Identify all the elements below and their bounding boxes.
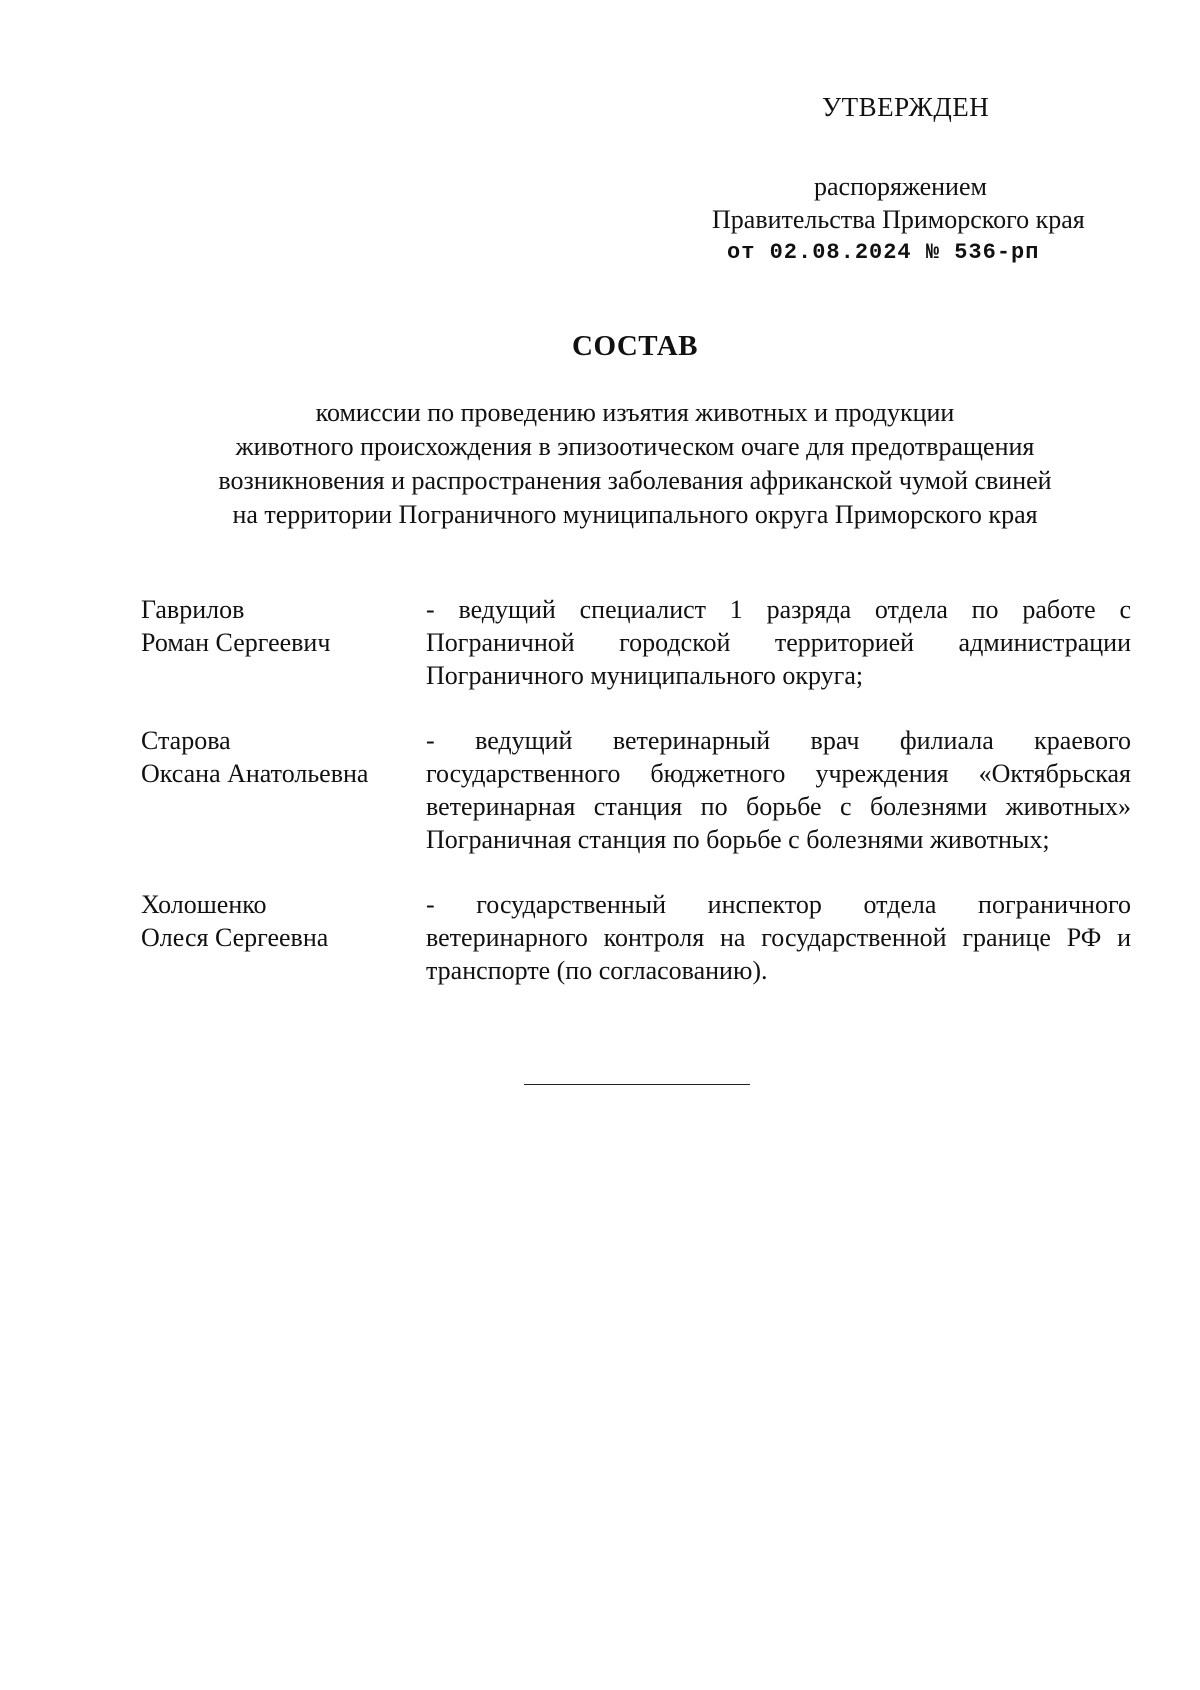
member-given-name: Оксана Анатольевна (141, 759, 369, 788)
member-entry (141, 593, 1131, 692)
member-surname: Гаврилов (141, 595, 245, 624)
subtitle-line-3: возникновения и распространения заболевания африканской чумой свиней (218, 466, 1052, 495)
approval-line-date-number: от 02.08.2024 № 536-рп (727, 240, 1040, 265)
member-role: - государственный инспектор отдела пограничного ветеринарного контроля на государственной границе РФ и транспорте (по согласованию). (426, 890, 1131, 985)
member-given-name: Роман Сергеевич (141, 628, 331, 657)
subtitle-line-1: комиссии по проведению изъятия животных и продукции (315, 398, 955, 427)
member-surname: Старова (141, 726, 231, 755)
member-name (141, 888, 426, 987)
approval-line-decree: распоряжением (814, 172, 987, 201)
document-subtitle (140, 396, 1130, 532)
approval-line-government: Правительства Приморского края (712, 205, 1085, 234)
member-name (141, 593, 426, 692)
member-name (141, 724, 426, 856)
approval-title: УТВЕРЖДЕН (822, 92, 990, 122)
closing-separator-line (524, 1084, 750, 1085)
member-role: - ведущий ветеринарный врач филиала краевого государственного бюджетного учреждения «Октябрьская ветеринарная станция по борьбе с болезнями животных» Пограничная станция по борьбе с болезнями животных; (426, 726, 1131, 854)
member-list (141, 593, 1131, 1019)
member-entry (141, 724, 1131, 856)
member-entry (141, 888, 1131, 987)
approval-block (712, 170, 1132, 269)
document-heading: СОСТАВ (572, 330, 698, 362)
subtitle-line-2: животного происхождения в эпизоотическом очаге для предотвращения (235, 432, 1035, 461)
member-surname: Холошенко (141, 890, 267, 919)
subtitle-line-4: на территории Пограничного муниципального округа Приморского края (232, 500, 1038, 529)
member-given-name: Олеся Сергеевна (141, 923, 329, 952)
member-role: - ведущий специалист 1 разряда отдела по работе с Пограничной городской территорией администрации Пограничного муниципального округа; (426, 595, 1131, 690)
